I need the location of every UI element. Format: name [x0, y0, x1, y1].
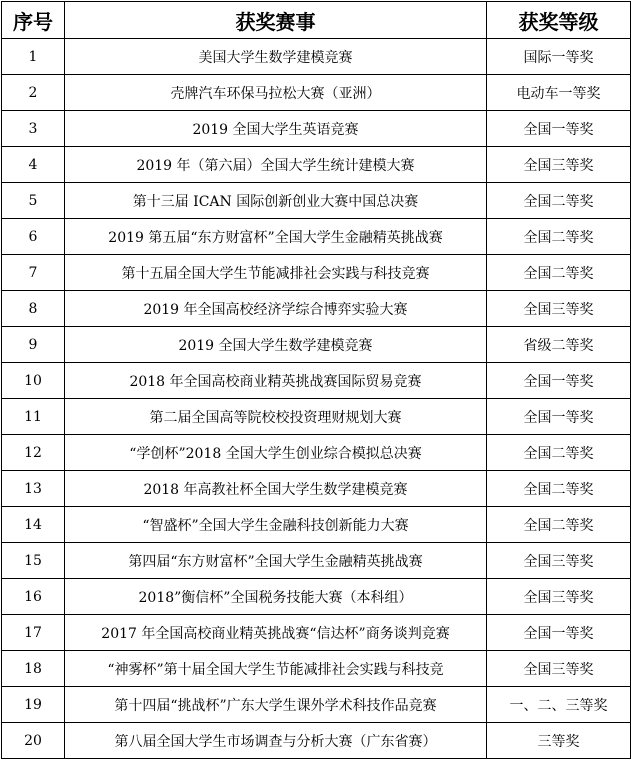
awards-table	[1, 1, 631, 759]
event-name-cell: “神雾杯”第十届全国大学生节能减排社会实践与科技竞	[65, 651, 487, 687]
event-name-cell: 第八届全国大学生市场调查与分析大赛（广东省赛）	[65, 723, 487, 759]
event-name-cell: “学创杯”2018 全国大学生创业综合模拟总决赛	[65, 435, 487, 471]
table-row	[2, 723, 631, 759]
event-name-cell: 2018”衡信杯”全国税务技能大赛（本科组）	[65, 579, 487, 615]
award-level-cell: 三等奖	[487, 723, 631, 759]
award-level-cell: 全国二等奖	[487, 255, 631, 291]
table-row	[2, 399, 631, 435]
event-name-cell: 2019 全国大学生数学建模竞赛	[65, 327, 487, 363]
table-row	[2, 651, 631, 687]
event-name-cell: 第四届“东方财富杯”全国大学生金融精英挑战赛	[65, 543, 487, 579]
table-row	[2, 219, 631, 255]
row-index-cell: 3	[2, 111, 65, 147]
table-body	[2, 39, 631, 759]
table-row	[2, 615, 631, 651]
row-index-cell: 16	[2, 579, 65, 615]
row-index-cell: 12	[2, 435, 65, 471]
row-index-cell: 20	[2, 723, 65, 759]
award-level-cell: 全国二等奖	[487, 183, 631, 219]
table-row	[2, 363, 631, 399]
event-name-cell: 2018 年全国高校商业精英挑战赛国际贸易竞赛	[65, 363, 487, 399]
table-row	[2, 507, 631, 543]
event-name-cell: 2019 全国大学生英语竞赛	[65, 111, 487, 147]
table-row	[2, 183, 631, 219]
event-name-cell: 第十四届“挑战杯”广东大学生课外学术科技作品竞赛	[65, 687, 487, 723]
event-name-cell: 2019 年全国高校经济学综合博弈实验大赛	[65, 291, 487, 327]
award-level-cell: 全国三等奖	[487, 147, 631, 183]
award-level-cell: 全国二等奖	[487, 507, 631, 543]
award-level-cell: 全国三等奖	[487, 579, 631, 615]
award-level-cell: 全国二等奖	[487, 435, 631, 471]
table-row	[2, 543, 631, 579]
table-row	[2, 75, 631, 111]
award-level-cell: 国际一等奖	[487, 39, 631, 75]
row-index-cell: 7	[2, 255, 65, 291]
event-name-cell: 美国大学生数学建模竞赛	[65, 39, 487, 75]
table-row	[2, 291, 631, 327]
header-event: 获奖赛事	[65, 2, 487, 39]
event-name-cell: 壳牌汽车环保马拉松大赛（亚洲）	[65, 75, 487, 111]
table-row	[2, 327, 631, 363]
row-index-cell: 15	[2, 543, 65, 579]
table-row	[2, 435, 631, 471]
event-name-cell: 2019 年（第六届）全国大学生统计建模大赛	[65, 147, 487, 183]
table-row	[2, 579, 631, 615]
row-index-cell: 4	[2, 147, 65, 183]
event-name-cell: 2018 年高教社杯全国大学生数学建模竞赛	[65, 471, 487, 507]
header-index: 序号	[2, 2, 65, 39]
row-index-cell: 2	[2, 75, 65, 111]
award-level-cell: 省级二等奖	[487, 327, 631, 363]
header-level: 获奖等级	[487, 2, 631, 39]
row-index-cell: 14	[2, 507, 65, 543]
header-row	[2, 2, 631, 39]
table-row	[2, 687, 631, 723]
award-level-cell: 全国三等奖	[487, 543, 631, 579]
row-index-cell: 11	[2, 399, 65, 435]
award-level-cell: 全国三等奖	[487, 291, 631, 327]
row-index-cell: 17	[2, 615, 65, 651]
award-level-cell: 全国二等奖	[487, 471, 631, 507]
table-row	[2, 147, 631, 183]
event-name-cell: 2017 年全国高校商业精英挑战赛“信达杯”商务谈判竞赛	[65, 615, 487, 651]
row-index-cell: 9	[2, 327, 65, 363]
row-index-cell: 19	[2, 687, 65, 723]
row-index-cell: 8	[2, 291, 65, 327]
event-name-cell: 第十三届 ICAN 国际创新创业大赛中国总决赛	[65, 183, 487, 219]
event-name-cell: 第二届全国高等院校校投资理财规划大赛	[65, 399, 487, 435]
row-index-cell: 1	[2, 39, 65, 75]
row-index-cell: 5	[2, 183, 65, 219]
table-row	[2, 39, 631, 75]
row-index-cell: 6	[2, 219, 65, 255]
award-level-cell: 电动车一等奖	[487, 75, 631, 111]
award-level-cell: 一、二、三等奖	[487, 687, 631, 723]
award-level-cell: 全国三等奖	[487, 651, 631, 687]
event-name-cell: 2019 第五届“东方财富杯”全国大学生金融精英挑战赛	[65, 219, 487, 255]
award-level-cell: 全国二等奖	[487, 219, 631, 255]
table-row	[2, 111, 631, 147]
award-level-cell: 全国一等奖	[487, 363, 631, 399]
row-index-cell: 10	[2, 363, 65, 399]
event-name-cell: “智盛杯”全国大学生金融科技创新能力大赛	[65, 507, 487, 543]
table-row	[2, 255, 631, 291]
row-index-cell: 18	[2, 651, 65, 687]
award-level-cell: 全国一等奖	[487, 615, 631, 651]
award-level-cell: 全国一等奖	[487, 399, 631, 435]
award-level-cell: 全国一等奖	[487, 111, 631, 147]
row-index-cell: 13	[2, 471, 65, 507]
event-name-cell: 第十五届全国大学生节能减排社会实践与科技竞赛	[65, 255, 487, 291]
table-row	[2, 471, 631, 507]
